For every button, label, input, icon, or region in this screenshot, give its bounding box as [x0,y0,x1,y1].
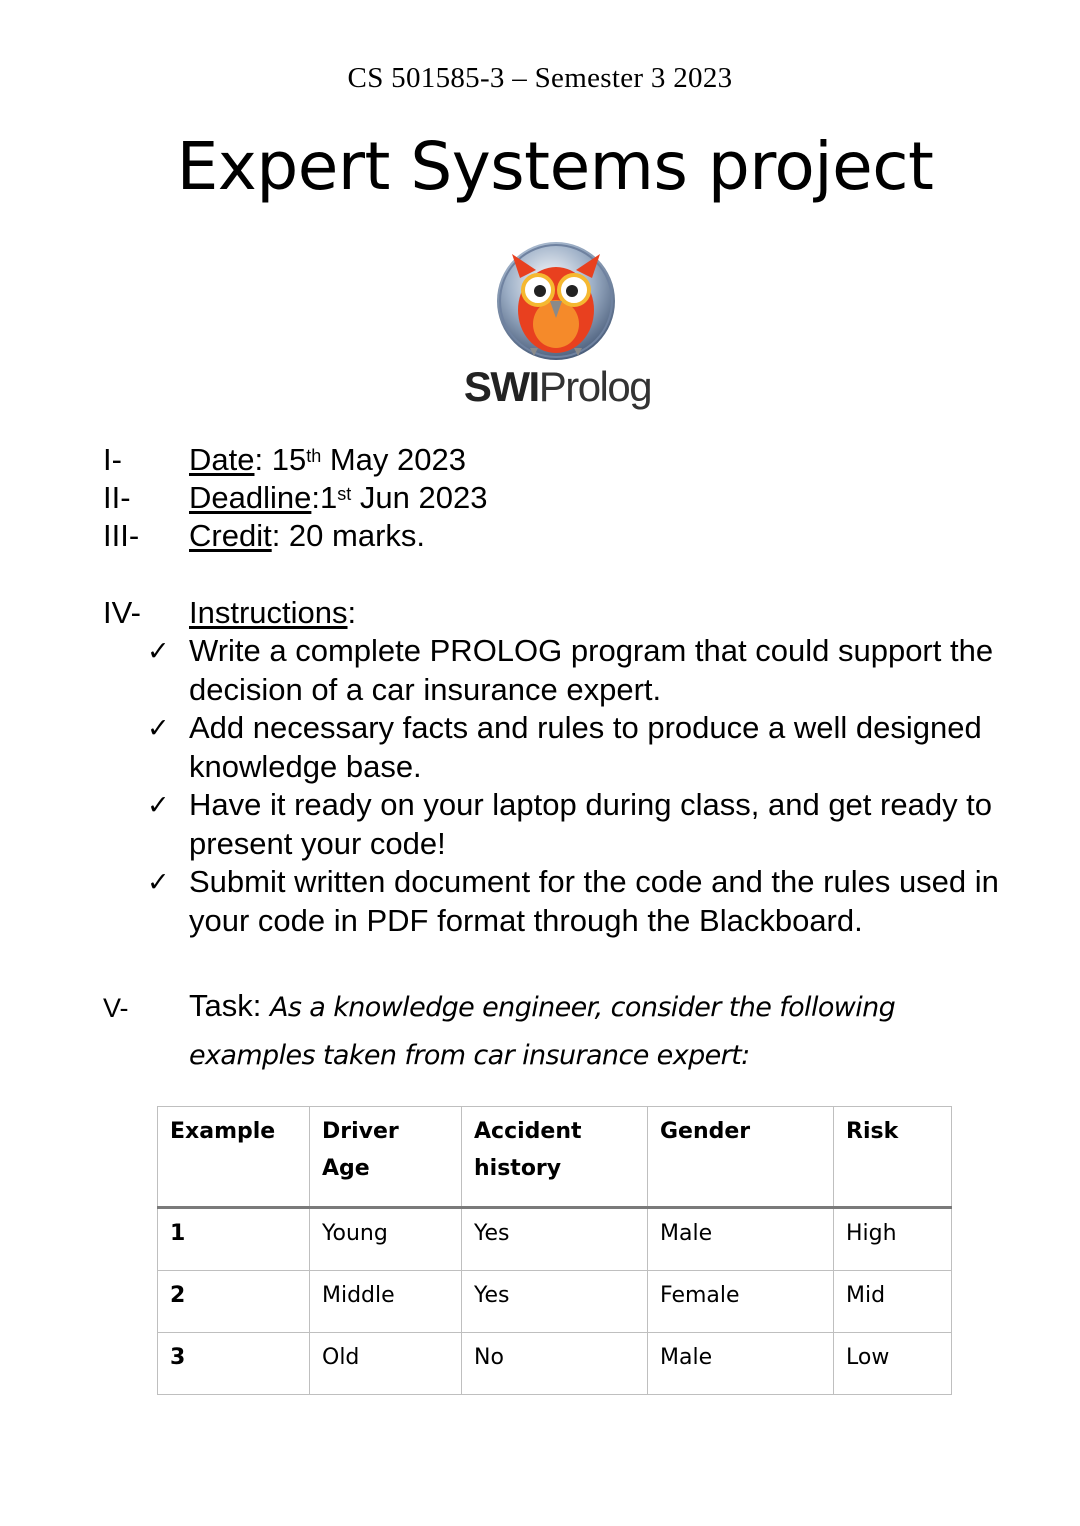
list-number: IV- [103,595,141,630]
column-header: Driver Age [310,1107,462,1208]
checkmark-icon: ✓ [147,636,170,666]
table-cell: Mid [834,1271,952,1333]
instruction-bullet: Submit written document for the code and the rules used in your code in PDF format through the Blackboard. [189,864,999,938]
table-cell: Yes [462,1208,648,1271]
column-header: Example [158,1107,310,1208]
instruction-bullet: Write a complete PROLOG program that could support the decision of a car insurance expert. [189,633,994,707]
table-cell: Yes [462,1271,648,1333]
instruction-bullet: Have it ready on your laptop during class, and get ready to present your code! [189,787,993,861]
task-line-2: examples taken from car insurance expert: [189,1040,750,1071]
table-cell: Old [310,1333,462,1395]
swi-prolog-logo [450,238,665,418]
table-header-row [158,1107,952,1208]
table-row [158,1333,952,1395]
examples-table [157,1106,952,1395]
credit-line: Credit: 20 marks. [189,518,426,553]
task-line-1: Task: As a knowledge engineer, consider the following [189,988,896,1023]
checkmark-icon: ✓ [147,790,170,820]
table-cell: 1 [158,1208,310,1271]
table-cell: No [462,1333,648,1395]
table-cell: Low [834,1333,952,1395]
page-title: Expert Systems project [176,128,934,205]
instructions-heading: Instructions: [189,595,357,630]
list-number: III- [103,518,140,553]
checkmark-icon: ✓ [147,713,170,743]
instruction-bullet: Add necessary facts and rules to produce a well designed knowledge base. [189,710,982,784]
table-cell: Male [648,1208,834,1271]
table-cell: Middle [310,1271,462,1333]
logo-wordmark: SWIProlog [463,363,652,410]
table-row [158,1271,952,1333]
column-header: Gender [648,1107,834,1208]
table-cell: 3 [158,1333,310,1395]
table-cell: High [834,1208,952,1271]
table-cell: 2 [158,1271,310,1333]
table-cell: Young [310,1208,462,1271]
column-header: Accident history [462,1107,648,1208]
column-header: Risk [834,1107,952,1208]
table-cell: Male [648,1333,834,1395]
course-code: CS 501585-3 – Semester 3 2023 [347,62,733,94]
owl-icon [450,238,665,363]
list-number: I- [103,442,122,477]
table-row [158,1208,952,1271]
table-cell: Female [648,1271,834,1333]
date-line: Date: 15th May 2023 [189,442,466,477]
deadline-line: Deadline:1st Jun 2023 [189,480,488,515]
list-number: II- [103,480,131,515]
checkmark-icon: ✓ [147,867,170,897]
list-number: V- [103,993,129,1023]
